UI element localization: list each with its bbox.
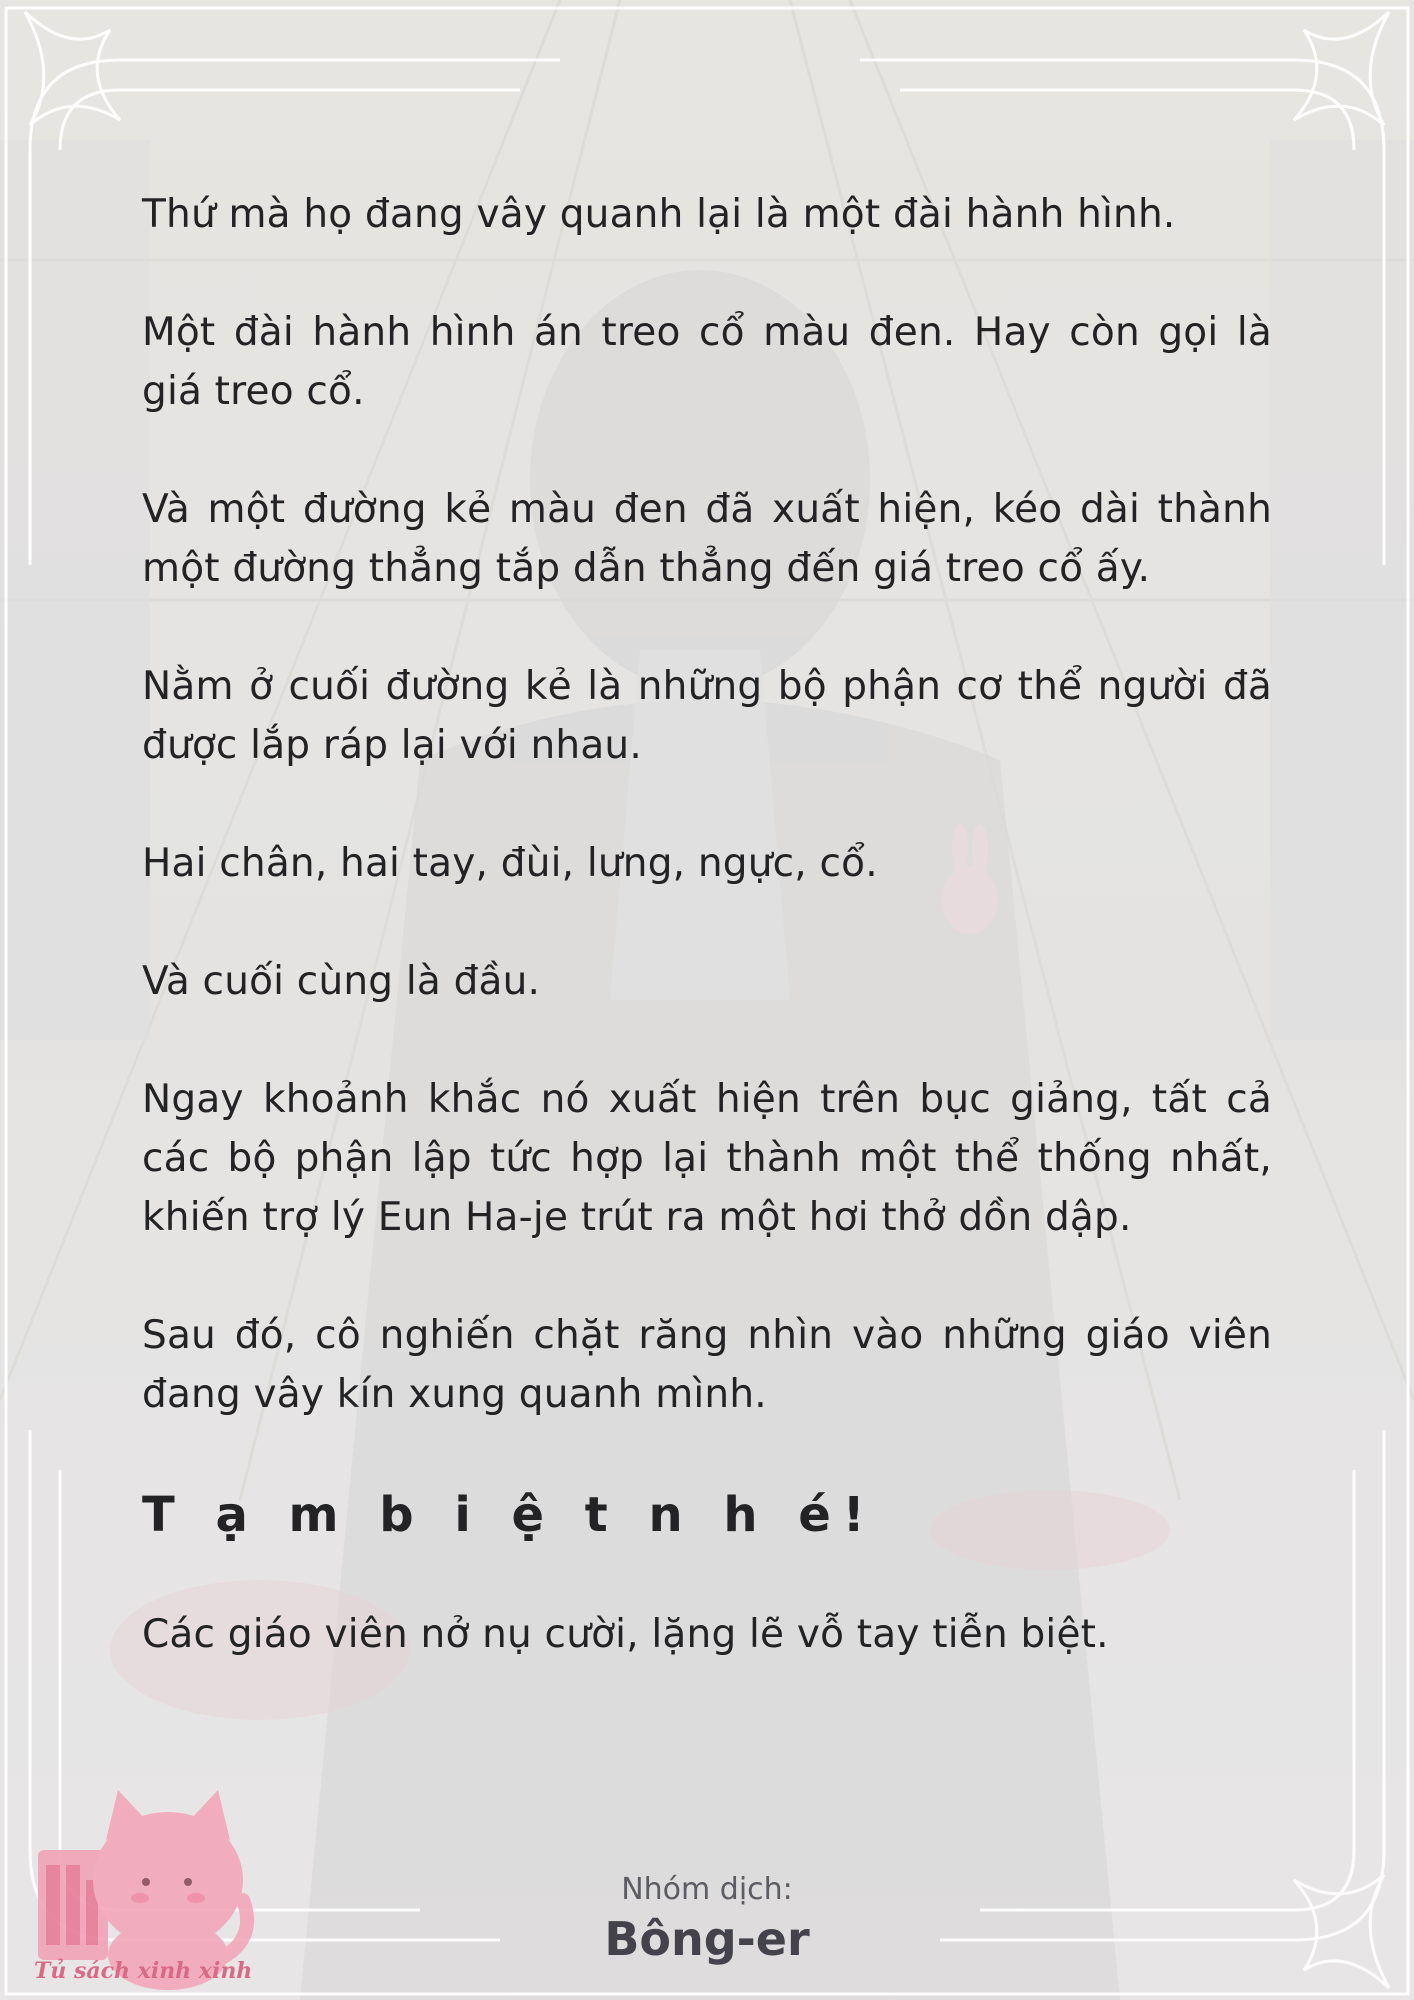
- closing-paragraph: Các giáo viên nở nụ cười, lặng lẽ vỗ tay tiễn biệt.: [142, 1612, 1109, 1657]
- paragraph: Và cuối cùng là đầu.: [142, 959, 541, 1004]
- credits-label: Nhóm dịch:: [621, 1872, 793, 1907]
- paragraph: Sau đó, cô nghiến chặt răng nhìn vào những giáo viên đang vây kín xung quanh mình.: [142, 1313, 1272, 1417]
- paragraph: Nằm ở cuối đường kẻ là những bộ phận cơ thể người đã được lắp ráp lại với nhau.: [142, 664, 1272, 768]
- paragraph: Thứ mà họ đang vây quanh lại là một đài hành hình.: [142, 192, 1176, 237]
- paragraph: Ngay khoảnh khắc nó xuất hiện trên bục giảng, tất cả các bộ phận lập tức hợp lại thành một thể thống nhất, khiến trợ lý Eun Ha-je trút ra một hơi thở dồn dập.: [142, 1077, 1272, 1240]
- translator-group-name: Bông-er: [604, 1912, 810, 1966]
- paragraph: Và một đường kẻ màu đen đã xuất hiện, kéo dài thành một đường thẳng tắp dẫn thẳng đến giá treo cổ ấy.: [142, 487, 1272, 591]
- translator-credits: [0, 1870, 1414, 1968]
- logo-text: Tủ sách xinh xinh: [34, 1958, 253, 1984]
- paragraph: Một đài hành hình án treo cổ màu đen. Hay còn gọi là giá treo cổ.: [142, 310, 1272, 414]
- chapter-text: [142, 185, 1272, 1723]
- paragraph: Hai chân, hai tay, đùi, lưng, ngực, cổ.: [142, 841, 878, 886]
- farewell-heading: T ạ m b i ệ t n h é!: [142, 1487, 877, 1543]
